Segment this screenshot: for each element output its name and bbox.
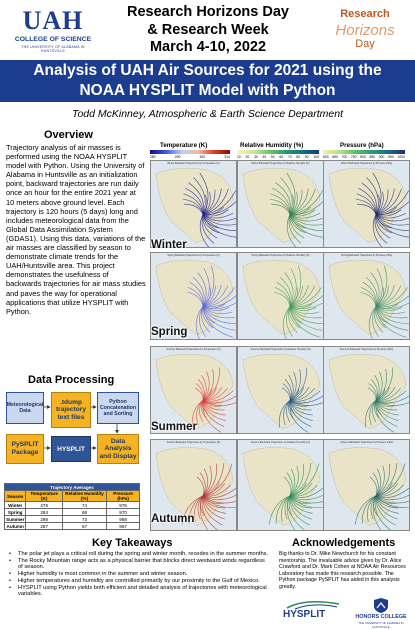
colorbar-tick: 300 xyxy=(199,155,206,159)
flow-box-tdump xyxy=(51,392,91,428)
colorbar-tick: 60 xyxy=(279,155,284,159)
map-panel-caption: Winter Backward Trajectories by Relative Humidity (%) xyxy=(251,162,310,165)
trajectory-averages-table xyxy=(4,483,140,530)
colorbar-tick: 1000 xyxy=(397,155,405,159)
trajectory-map-svg xyxy=(324,253,409,339)
map-panel-caption: Spring Backward Trajectories by Pressure (hPa) xyxy=(340,254,393,257)
event-title-line2: & Research Week xyxy=(147,21,269,38)
flow-box-text: PySPLIT xyxy=(11,441,39,449)
uah-logo-university: THE UNIVERSITY OF ALABAMA IN HUNTSVILLE xyxy=(21,45,85,53)
colorbar-tick: 750 xyxy=(350,155,357,159)
colorbar-tick: 850 xyxy=(369,155,376,159)
colorbar-ticks-temperature xyxy=(150,155,230,159)
data-processing-heading: Data Processing xyxy=(28,374,115,386)
trajectory-map-svg xyxy=(324,347,409,433)
trajectory-map-panel xyxy=(150,160,237,248)
colorbar-tick: 950 xyxy=(388,155,394,159)
poster-title-line1: Analysis of UAH Air Sources for 2021 using the xyxy=(33,62,382,79)
poster-title xyxy=(6,61,409,101)
rhd-logo-line3: Day xyxy=(355,38,375,50)
table-cell: Summer xyxy=(6,516,25,522)
honors-logo-line1: HONORS COLLEGE xyxy=(355,614,407,620)
table-cell: 287 xyxy=(26,523,63,530)
colorbar-pressure xyxy=(323,150,405,154)
colorbar-tick: 100 xyxy=(313,155,319,159)
trajectory-map-svg xyxy=(238,347,323,433)
map-panel-caption: Spring Backward Trajectories by Relative Humidity (%) xyxy=(251,254,310,257)
rhd-logo-line2: Horizons xyxy=(335,22,395,39)
event-title-line3: March 4-10, 2022 xyxy=(149,39,267,55)
colorbar-tick: 10 xyxy=(237,155,241,159)
table-cell: Winter xyxy=(5,502,26,509)
table-header-cell: Season xyxy=(5,491,26,502)
colorbar-temperature xyxy=(150,150,230,154)
table-cell: 970 xyxy=(107,509,140,516)
acknowledgements-body: Big thanks to Dr. Mike Newchurch for his constant mentorship. The invaluable advice given by Dr. Alice Crawford and Dr. Mark Cohen at NOAA Air Resources Laboratory has made this research possible. The Python package PySPLIT has aided in this analysis greatly. xyxy=(279,551,406,590)
colorbar-tick: 40 xyxy=(262,155,267,159)
season-label-autumn: Autumn xyxy=(151,513,195,525)
rhd-logo-line1: Research xyxy=(340,8,390,20)
colorbar-tick: 600 xyxy=(323,155,329,159)
author-line: Todd McKinney, Atmospheric & Earth Science Department xyxy=(72,108,343,120)
trajectory-map-panel xyxy=(323,252,410,340)
trajectory-map-svg xyxy=(238,161,323,247)
table-row xyxy=(5,516,140,523)
trajectory-map-panel xyxy=(237,439,324,531)
table-row xyxy=(5,502,140,509)
table-header-cell: Temperature (K) xyxy=(26,491,63,502)
flow-box-text: Concatenation xyxy=(99,404,137,411)
map-panel-caption: Autumn Backward Trajectories by Relative Humidity (%) xyxy=(250,441,311,444)
table-row xyxy=(5,509,140,516)
table-cell: 67 xyxy=(62,523,106,530)
colorbar-tick: 80 xyxy=(296,155,301,159)
colorbar-title-pressure: Pressure (hPa) xyxy=(340,142,384,149)
hysplit-logo xyxy=(283,600,343,626)
colorbar-tick: 30 xyxy=(253,155,258,159)
trajectory-map-svg xyxy=(238,253,323,339)
overview-heading: Overview xyxy=(44,129,93,141)
table-cell: 976 xyxy=(107,502,140,509)
colorbar-tick: 700 xyxy=(341,155,348,159)
event-title xyxy=(108,4,308,57)
flow-box-text: and Sorting xyxy=(103,411,133,418)
list-item: • The polar jet plays a critical roll during the spring and winter month, recedes in the summer months. xyxy=(8,551,270,558)
table-cell: 296 xyxy=(26,516,63,523)
trajectory-map-panel xyxy=(323,346,410,434)
event-title-line1: Research Horizons Day xyxy=(127,4,289,20)
flow-box-text: Data Analysis xyxy=(104,437,132,453)
table-cell: 276 xyxy=(26,502,63,509)
table-header-cell: Pressure (hPa) xyxy=(107,491,140,502)
map-panel-caption: Winter Backward Trajectories by Temperature (K) xyxy=(167,162,220,165)
trajectory-map-panel xyxy=(323,439,410,531)
colorbar-ticks-humidity xyxy=(237,155,319,159)
trajectory-map-panel xyxy=(237,160,324,248)
flow-box-text: and Display xyxy=(99,452,137,460)
colorbar-humidity xyxy=(237,150,319,154)
map-panel-caption: Summer Backward Trajectories by Temperature (K) xyxy=(166,348,221,351)
flow-box-text: .tdump xyxy=(60,398,82,406)
list-item: • Higher humidity is most common in the summer and winter season. xyxy=(8,571,270,578)
map-panel-caption: Autumn Backward Trajectories by Temperature (K) xyxy=(166,441,221,444)
colorbar-tick: 310 xyxy=(224,155,230,159)
colorbar-tick: 20 xyxy=(245,155,250,159)
table-cell: Spring xyxy=(5,509,26,516)
map-panel-caption: Winter Backward Trajectories by Pressure (hPa) xyxy=(340,162,393,165)
flow-box-data-analysis xyxy=(97,434,139,464)
list-item: • HYSPLIT using Python yields both efficient and detailed analysis of trajectories with meteorological variables. xyxy=(8,585,270,598)
table-cell: Autumn xyxy=(5,523,26,530)
colorbar-tick: 290 xyxy=(174,155,181,159)
colorbar-ticks-pressure xyxy=(323,155,405,159)
colorbar-tick: 50 xyxy=(270,155,275,159)
season-label-winter: Winter xyxy=(151,239,187,251)
colorbar-tick: 280 xyxy=(150,155,156,159)
trajectory-map-panel xyxy=(237,252,324,340)
table-header-cell: Relative Humidity (%) xyxy=(62,491,106,502)
colorbar-tick: 650 xyxy=(332,155,338,159)
trajectory-map-svg xyxy=(324,161,409,247)
flow-box-python-concatenation xyxy=(97,392,139,424)
season-label-summer: Summer xyxy=(151,421,198,433)
trajectory-map-svg xyxy=(151,161,236,247)
table-cell: 74 xyxy=(62,502,106,509)
poster-title-line2: NOAA HYSPLIT Model with Python xyxy=(79,82,336,99)
list-item: • Higher temperatures and humidity are controlled primarily by our proximity to the Gulf of Mexico. xyxy=(8,578,270,585)
table-row xyxy=(5,523,140,530)
uah-logo xyxy=(12,6,94,56)
table-cell: 284 xyxy=(26,509,63,516)
honors-logo-line2: THE UNIVERSITY OF ALABAMA IN HUNTSVILLE xyxy=(358,621,404,629)
flow-box-text: Data xyxy=(19,408,31,414)
table-cell: 66 xyxy=(62,509,106,516)
flow-box-text: text files xyxy=(57,413,85,421)
flow-box-text: Meteorological xyxy=(6,401,44,408)
table-cell: 73 xyxy=(62,516,106,523)
map-panel-caption: Autumn Backward Trajectories by Pressure (hPa) xyxy=(340,441,393,444)
table-cell: 967 xyxy=(107,523,140,530)
table-caption: Trajectory Averages xyxy=(5,484,140,491)
colorbar-title-temperature: Temperature (K) xyxy=(160,142,208,149)
flow-box-text: HYSPLIT xyxy=(57,445,85,453)
research-horizons-logo xyxy=(325,8,405,54)
colorbar-title-humidity: Relative Humidity (%) xyxy=(240,142,304,149)
honors-college-logo xyxy=(352,598,410,628)
flow-box-hysplit xyxy=(51,436,91,462)
key-takeaways-heading: Key Takeaways xyxy=(92,537,173,549)
flow-box-text: Package xyxy=(11,449,39,456)
key-takeaways-list xyxy=(8,551,270,598)
map-panel-caption: Spring Backward Trajectories by Temperature (K) xyxy=(167,254,220,257)
map-panel-caption: Summer Backward Trajectories by Pressure (hPa) xyxy=(339,348,394,351)
table-header-row xyxy=(5,491,140,502)
trajectory-map-panel xyxy=(237,346,324,434)
acknowledgements-heading: Acknowledgements xyxy=(292,537,396,549)
table-cell: 988 xyxy=(107,516,140,523)
colorbar-tick: 90 xyxy=(304,155,309,159)
flow-box-text: trajectory xyxy=(55,406,87,414)
flow-box-pysplit xyxy=(6,434,44,464)
colorbar-tick: 800 xyxy=(360,155,366,159)
uah-logo-letters: UAH xyxy=(22,6,84,35)
trajectory-map-svg xyxy=(238,440,323,530)
list-item: • The Rocky Mountain range acts as a physical barrier that blocks direct westward winds regardless of season. xyxy=(8,558,270,571)
hysplit-logo-text: HYSPLIT xyxy=(283,609,326,620)
season-label-spring: Spring xyxy=(151,326,188,338)
flow-box-meteorological-data xyxy=(6,392,44,424)
flow-box-text: Python xyxy=(109,398,127,405)
colorbar-tick: 70 xyxy=(287,155,292,159)
overview-body: Trajectory analysis of air masses is performed using the NOAA HYSPLIT model with Python. Using the University of Alabama in Huntsville as an initialization point, backward trajectories are run daily once an hour for the entire 2021 year at 10 meters above ground level. Each trajectory is 120 hours (5 days) long and includes meteorological data from the Global Data Assimilation System (GDAS1). Using this data, variations of the air masses are classified by season to demonstrate climate trends for the UAH/Huntsville area. This project demonstrates the usefulness of backwards trajectories for air mass studies and paves the way for operational applications that utilize HYSPLIT with Python. xyxy=(6,143,146,316)
trajectory-map-panel xyxy=(323,160,410,248)
map-panel-caption: Summer Backward Trajectories by Relative Humidity (%) xyxy=(250,348,311,351)
uah-logo-college: COLLEGE OF SCIENCE xyxy=(14,36,92,43)
trajectory-map-svg xyxy=(324,440,409,530)
colorbar-tick: 900 xyxy=(378,155,385,159)
honors-shield-icon xyxy=(372,598,390,613)
